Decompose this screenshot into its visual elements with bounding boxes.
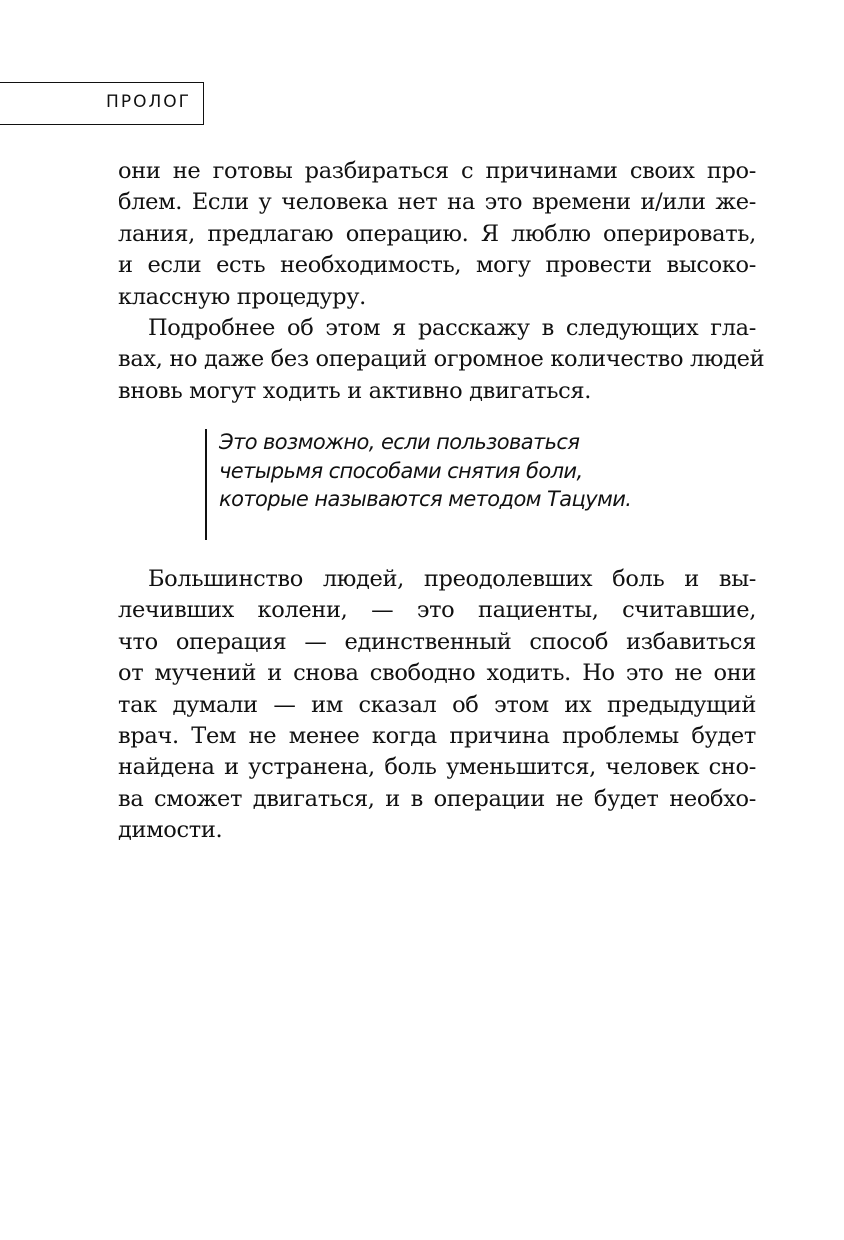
text-line: лания, предлагаю операцию. Я люблю оперировать, — [118, 220, 756, 247]
paragraph-3 — [118, 564, 756, 847]
text-line: что операция — единственный способ избавиться — [118, 628, 756, 655]
text-line: врач. Тем не менее когда причина проблемы будет — [118, 723, 756, 750]
text-line: они не готовы разбираться с причинами своих про- — [118, 158, 756, 184]
quote-line: четырьмя способами снятия боли, — [219, 458, 583, 483]
text-line: и если есть необходимость, могу провести высоко- — [118, 252, 756, 279]
text-line: от мучений и снова свободно ходить. Но это не они — [118, 660, 756, 687]
text-line: блем. Если у человека нет на это времени и/или же- — [118, 189, 756, 216]
text-line: классную процедуру. — [118, 283, 366, 310]
text-line: ва сможет двигаться, и в операции не будет необхо- — [118, 785, 756, 812]
section-header-tab — [0, 82, 204, 125]
pull-quote — [205, 429, 675, 540]
section-label: ПРОЛОГ — [106, 92, 191, 112]
text-line: так думали — им сказал об этом их предыдущий — [118, 691, 756, 718]
paragraph-1 — [118, 156, 756, 313]
text-line: найдена и устранена, боль уменьшится, человек сно- — [118, 754, 756, 781]
text-line: вновь могут ходить и активно двигаться. — [118, 377, 592, 404]
quote-line: которые называются методом Тацуми. — [219, 487, 632, 511]
text-line: Подробнее об этом я расскажу в следующих гла- — [148, 315, 756, 341]
text-line: Большинство людей, преодолевших боль и вы- — [148, 566, 756, 592]
paragraph-2 — [118, 313, 765, 407]
text-line: лечивших колени, — это пациенты, считавшие, — [118, 597, 756, 624]
text-line: димости. — [118, 817, 223, 844]
text-line: вах, но даже без операций огромное количество людей — [118, 346, 765, 373]
quote-line: Это возможно, если пользоваться — [219, 430, 580, 454]
